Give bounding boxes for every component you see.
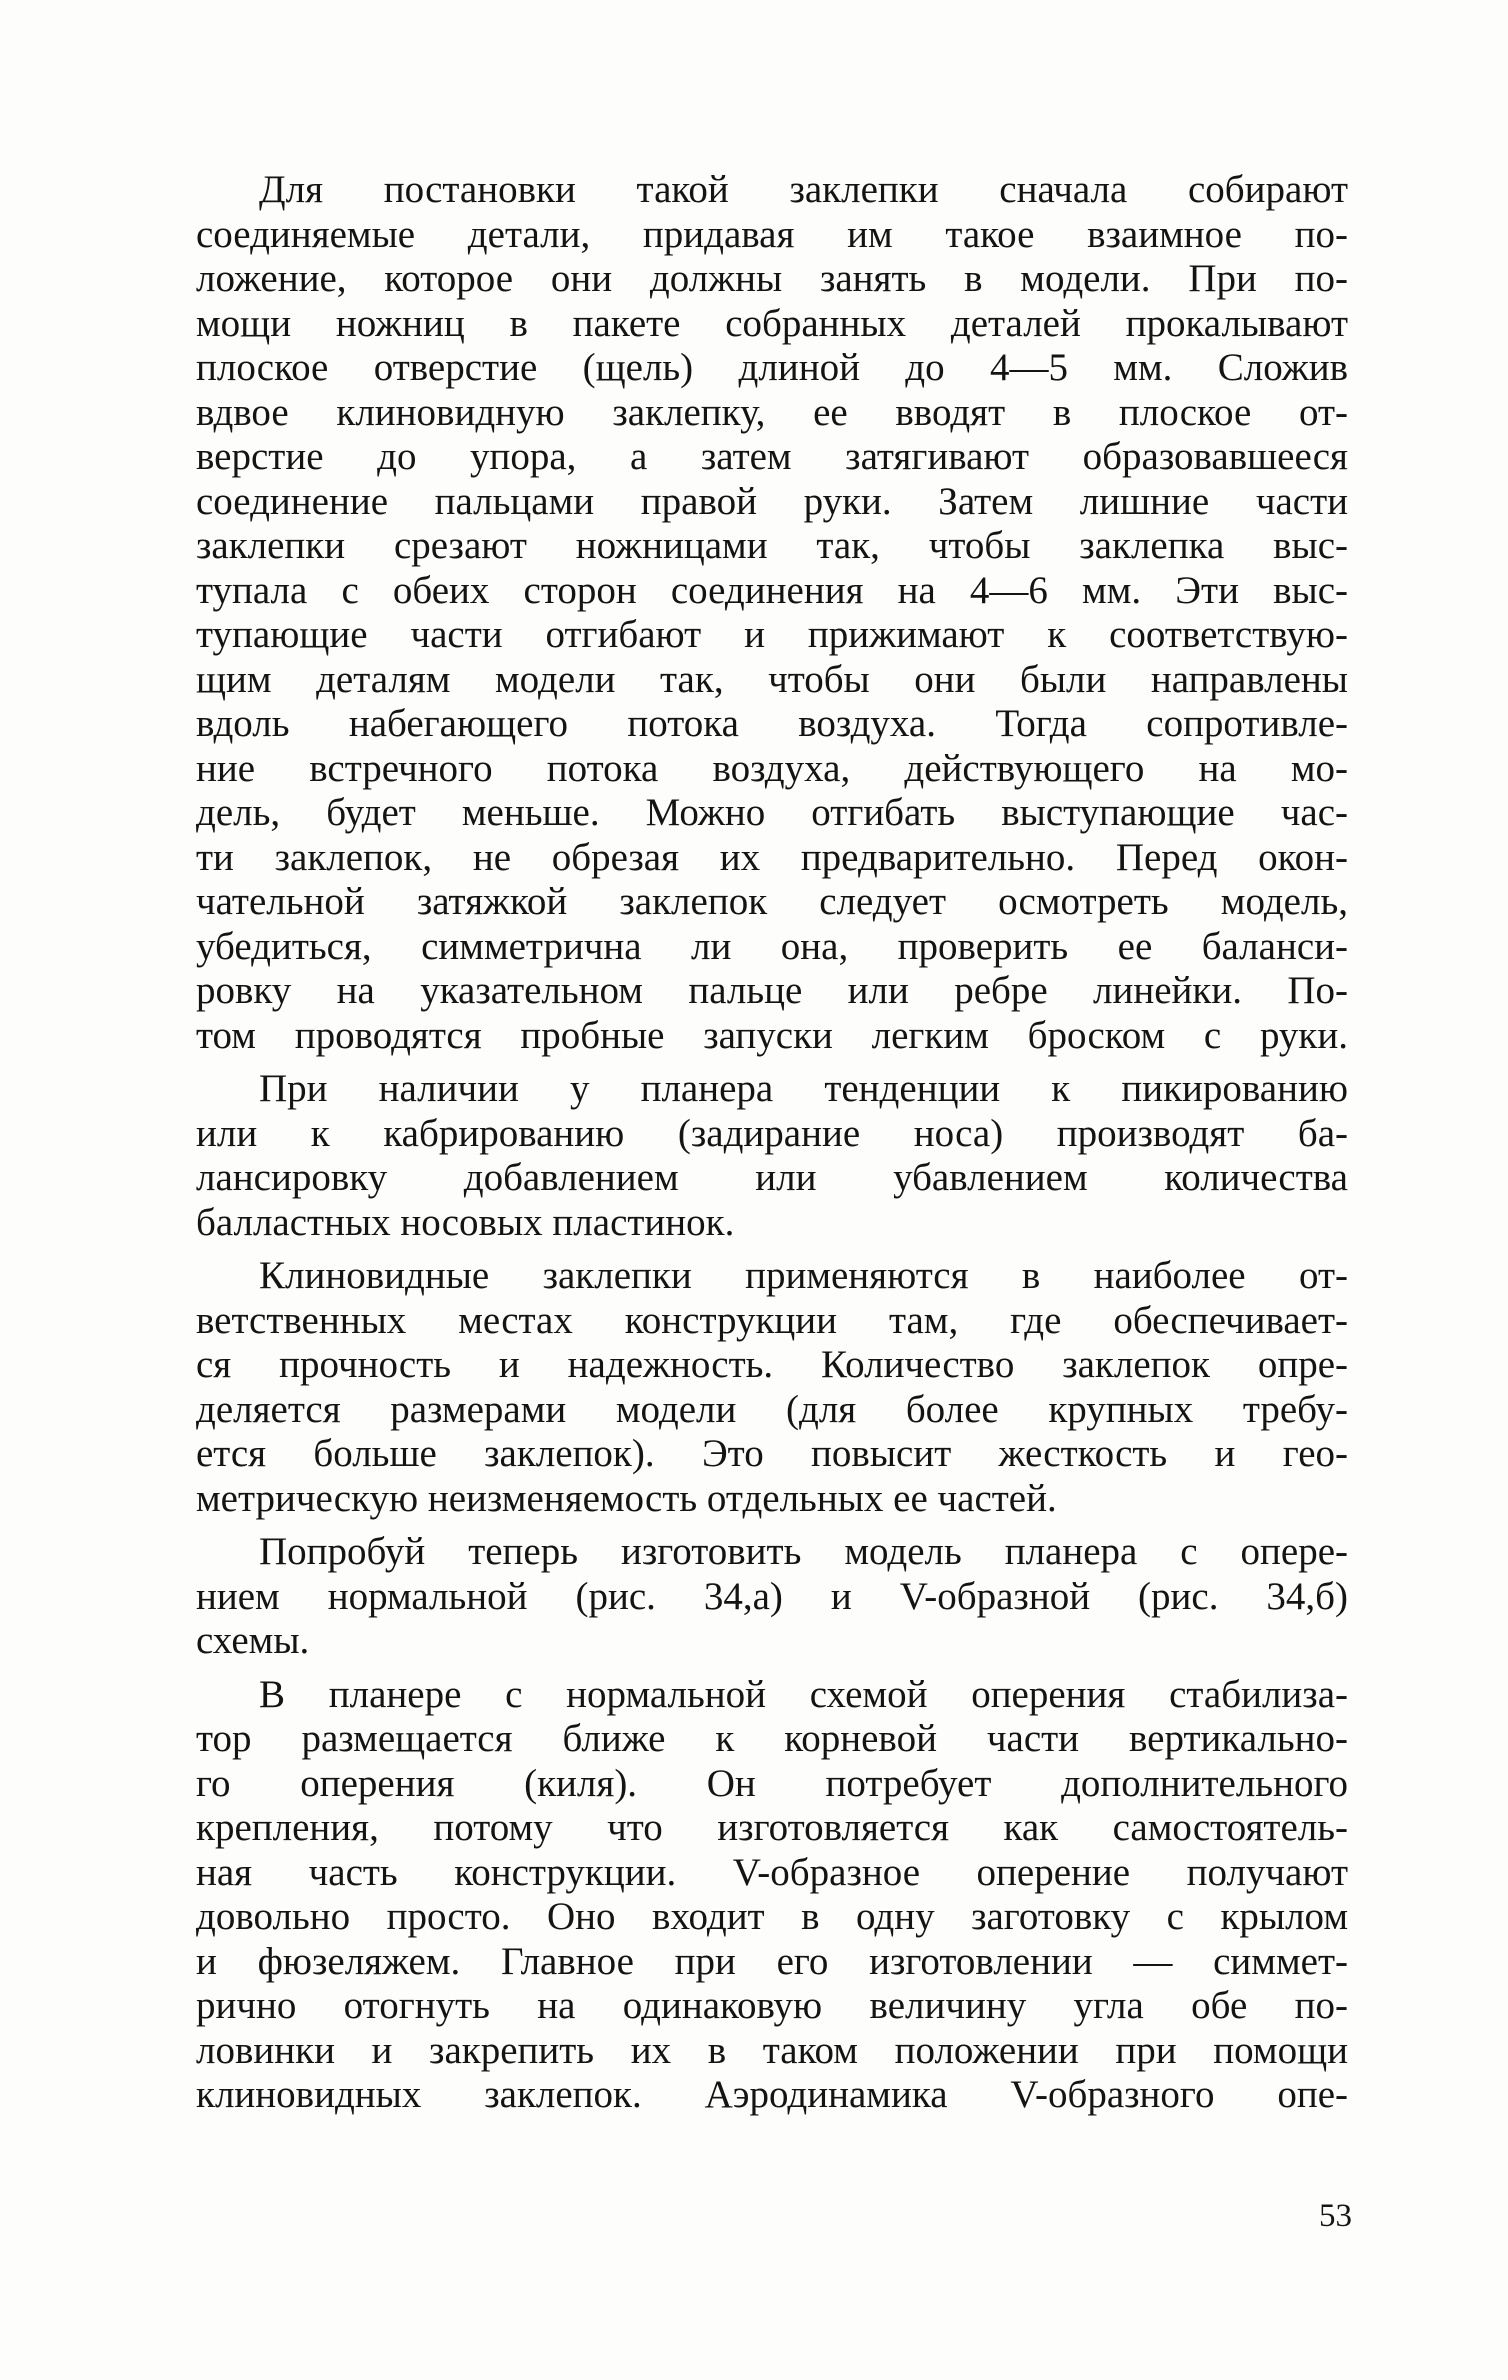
text-line: балластных носовых пластинок. — [196, 1200, 735, 1244]
text-line: ложение, которое они должны занять в модели. При по- — [196, 257, 1348, 300]
page-number: 53 — [1319, 2198, 1352, 2234]
paragraph-3 — [196, 1254, 1348, 1521]
text-line: чательной затяжкой заклепок следует осмотреть модель, — [196, 880, 1348, 923]
text-line: лансировку добавлением или убавлением количества — [196, 1156, 1348, 1199]
text-line: ная часть конструкции. V-образное оперение получают — [196, 1850, 1348, 1894]
text-line: том проводятся пробные запуски легким броском с руки. — [196, 1013, 1348, 1057]
text-line: деляется размерами модели (для более крупных требу- — [196, 1387, 1348, 1431]
text-line: тупала с обеих сторон соединения на 4—6 мм. Эти выс- — [196, 568, 1348, 612]
text-line: заклепки срезают ножницами так, чтобы заклепка выс- — [196, 524, 1348, 567]
text-line: тупающие части отгибают и прижимают к соответствую- — [196, 613, 1348, 656]
text-line: плоское отверстие (щель) длиной до 4—5 мм. Сложив — [196, 346, 1348, 389]
text-line: го оперения (киля). Он потребует дополнительного — [196, 1761, 1348, 1805]
paragraph-2 — [196, 1067, 1348, 1245]
text-line: довольно просто. Оно входит в одну заготовку с крылом — [196, 1895, 1348, 1938]
text-line: В планере с нормальной схемой оперения стабилиза- — [259, 1672, 1348, 1716]
paragraph-5 — [196, 1673, 1348, 2118]
text-line: или к кабрированию (задирание носа) производят ба- — [196, 1111, 1348, 1155]
text-line: схемы. — [196, 1619, 310, 1662]
text-line: вдвое клиновидную заклепку, ее вводят в плоское от- — [196, 390, 1348, 434]
text-line: соединение пальцами правой руки. Затем лишние части — [196, 479, 1348, 523]
text-line: щим деталям модели так, чтобы они были направлены — [196, 657, 1348, 701]
text-line: тор размещается ближе к корневой части вертикально- — [196, 1717, 1348, 1760]
text-line: ровку на указательном пальце или ребре линейки. По- — [196, 969, 1348, 1012]
text-line: и фюзеляжем. Главное при его изготовлении — симмет- — [196, 1939, 1348, 1983]
text-line: Клиновидные заклепки применяются в наиболее от- — [259, 1254, 1348, 1297]
body-text — [196, 168, 1348, 2127]
text-line: соединяемые детали, придавая им такое взаимное по- — [196, 212, 1348, 256]
text-line: верстие до упора, а затем затягивают образовавшееся — [196, 435, 1348, 478]
text-line: клиновидных заклепок. Аэродинамика V-образного опе- — [196, 2073, 1348, 2116]
text-line: ловинки и закрепить их в таком положении при помощи — [196, 2028, 1348, 2072]
text-line: ние встречного потока воздуха, действующего на мо- — [196, 746, 1348, 790]
text-line: дель, будет меньше. Можно отгибать выступающие час- — [196, 791, 1348, 834]
text-line: убедиться, симметрична ли она, проверить ее баланси- — [196, 924, 1348, 968]
text-line: ся прочность и надежность. Количество заклепок опре- — [196, 1343, 1348, 1386]
text-line: нием нормальной (рис. 34,а) и V-образной (рис. 34,б) — [196, 1574, 1348, 1618]
text-line: Попробуй теперь изготовить модель планера с опере- — [259, 1530, 1348, 1573]
text-line: При наличии у планера тенденции к пикированию — [259, 1067, 1348, 1110]
text-line: ветственных местах конструкции там, где обеспечивает- — [196, 1298, 1348, 1342]
text-line: метрическую неизменяемость отдельных ее частей. — [196, 1476, 1057, 1520]
text-line: крепления, потому что изготовляется как самостоятель- — [196, 1806, 1348, 1849]
paragraph-1 — [196, 168, 1348, 1058]
text-line: ется больше заклепок). Это повысит жесткость и гео- — [196, 1432, 1348, 1475]
text-line: мощи ножниц в пакете собранных деталей прокалывают — [196, 301, 1348, 345]
text-line: вдоль набегающего потока воздуха. Тогда сопротивле- — [196, 702, 1348, 745]
text-line: Для постановки такой заклепки сначала собирают — [259, 168, 1348, 211]
text-line: рично отогнуть на одинаковую величину угла обе по- — [196, 1984, 1348, 2027]
text-line: ти заклепок, не обрезая их предварительно. Перед окон- — [196, 835, 1348, 879]
paragraph-4 — [196, 1530, 1348, 1664]
